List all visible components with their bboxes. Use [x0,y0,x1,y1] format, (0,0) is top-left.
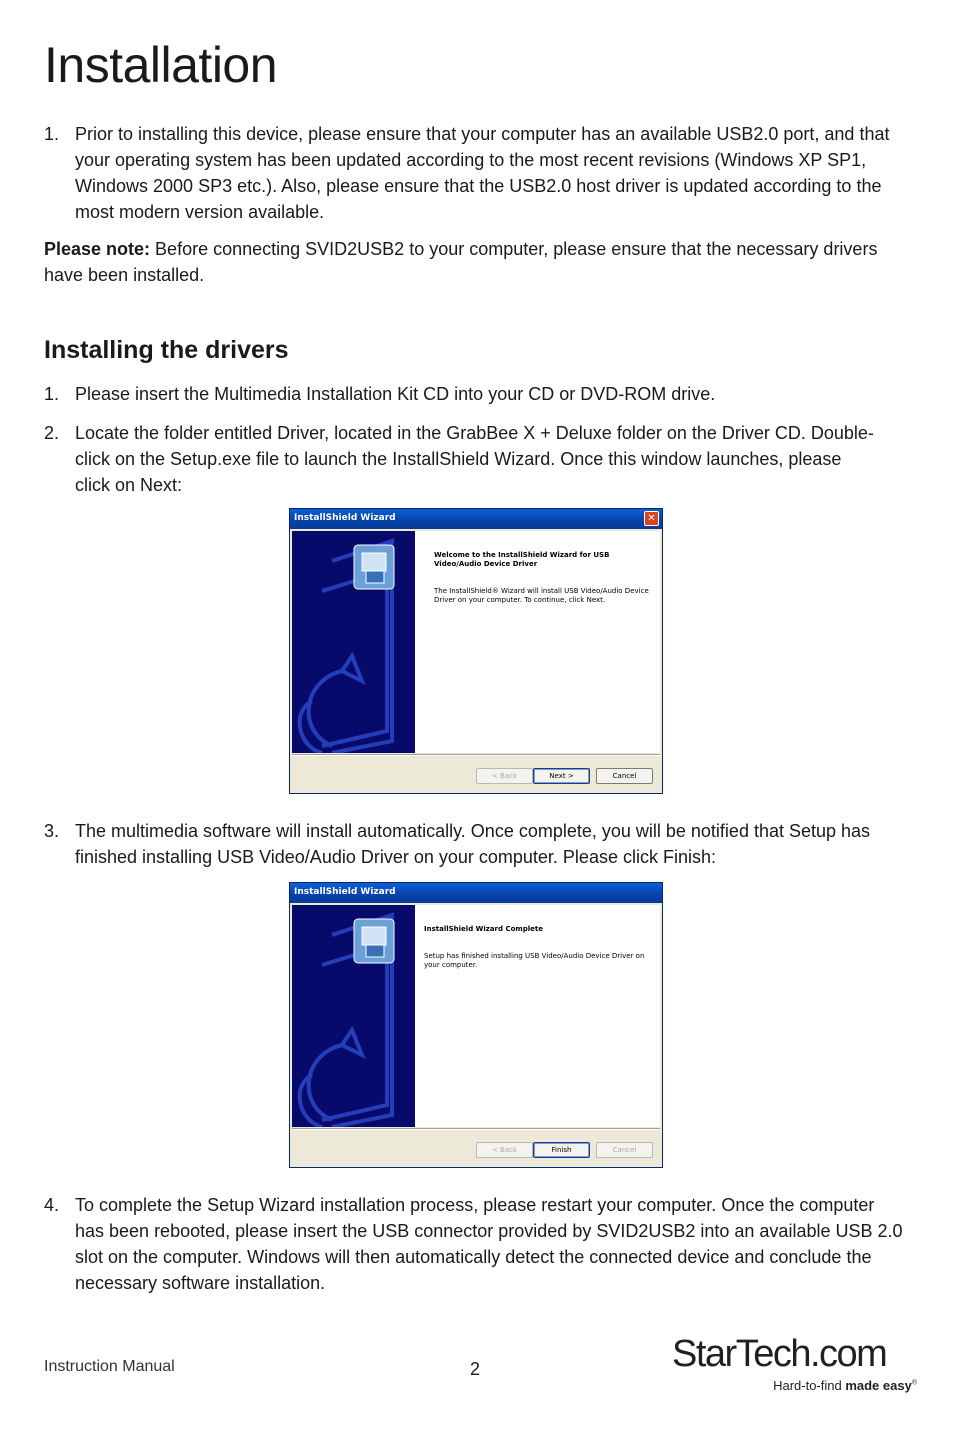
list-text: The multimedia software will install automatically. Once complete, you will be notified that Setup has finished installing USB Video/Audio Driver on your computer. Please click Finish: [75,821,871,867]
list-text: Locate the folder entitled Driver, located in the GrabBee X + Deluxe folder on the Driver CD. Double-click on the Setup.exe file to launch the InstallShield Wizard. Once this window launches, please click on Next: [75,423,874,495]
logo-tagline: Hard-to-find made easy® [773,1378,917,1393]
list-text: Please insert the Multimedia Installation Kit CD into your CD or DVD-ROM drive. [75,384,716,404]
driver-step-3 [44,818,904,870]
finish-button[interactable]: Finish [533,1142,590,1158]
back-button[interactable]: < Back [476,768,533,784]
dialog-message: The InstallShield® Wizard will install USB Video/Audio Device Driver on your computer. To continue, click Next. [434,587,649,604]
dialog-body [292,531,660,753]
dialog-content [424,925,650,970]
installshield-welcome-dialog [289,508,663,794]
list-number: 4. [44,1195,60,1215]
close-button[interactable]: ✕ [644,511,659,526]
note-text: Before connecting SVID2USB2 to your computer, please ensure that the necessary drivers have been installed. [44,239,878,285]
list-number: 2. [44,423,60,443]
divider [292,1128,660,1130]
list-number: 3. [44,821,60,841]
next-button[interactable]: Next > [533,768,590,784]
wizard-side-graphic [292,905,415,1127]
dialog-message: Setup has finished installing USB Video/Audio Device Driver on your computer. [424,952,645,969]
installshield-logo-icon [292,531,415,753]
divider [292,754,660,756]
title-bar [290,509,662,529]
driver-step-4 [44,1192,904,1296]
installshield-logo-icon [292,905,415,1127]
section-heading: Installing the drivers [44,336,289,364]
list-text: To complete the Setup Wizard installation process, please restart your computer. Once the computer has been rebooted, please insert the USB connector provided by SVID2USB2 into an available USB 2.0 slot on the computer. Windows will then automatically detect the connected device and conclude the necessary software installation. [75,1195,903,1293]
dialog-title: InstallShield Wizard [294,513,396,523]
list-number: 1. [44,384,60,404]
page-number: 2 [470,1359,481,1379]
page-title: Installation [44,37,278,93]
dialog-heading: InstallShield Wizard Complete [424,925,543,933]
installshield-complete-dialog [289,882,663,1168]
dialog-body [292,905,660,1127]
driver-step-2 [44,420,874,498]
driver-step-1 [44,381,904,407]
footer-manual-label: Instruction Manual [44,1358,175,1375]
logo-wordmark: StarTech.com [672,1333,887,1375]
wizard-side-graphic [292,531,415,753]
title-bar [290,883,662,903]
back-button[interactable]: < Back [476,1142,533,1158]
note-label: Please note: [44,239,151,259]
cancel-button[interactable]: Cancel [596,1142,653,1158]
dialog-title: InstallShield Wizard [294,887,396,897]
note-paragraph [44,236,904,288]
dialog-heading: Welcome to the InstallShield Wizard for USB Video/Audio Device Driver [434,551,610,568]
startech-logo [672,1332,917,1400]
cancel-button[interactable]: Cancel [596,768,653,784]
dialog-content [434,551,650,605]
list-text: Prior to installing this device, please ensure that your computer has an available USB2.0 port, and that your operating system has been updated according to the most recent revisions (Windows XP SP1, Windows 2000 SP3 etc.). Also, please ensure that the USB2.0 host driver is updated according to the most modern version available. [75,124,890,222]
list-number: 1. [44,124,60,144]
intro-step-1 [44,121,904,225]
